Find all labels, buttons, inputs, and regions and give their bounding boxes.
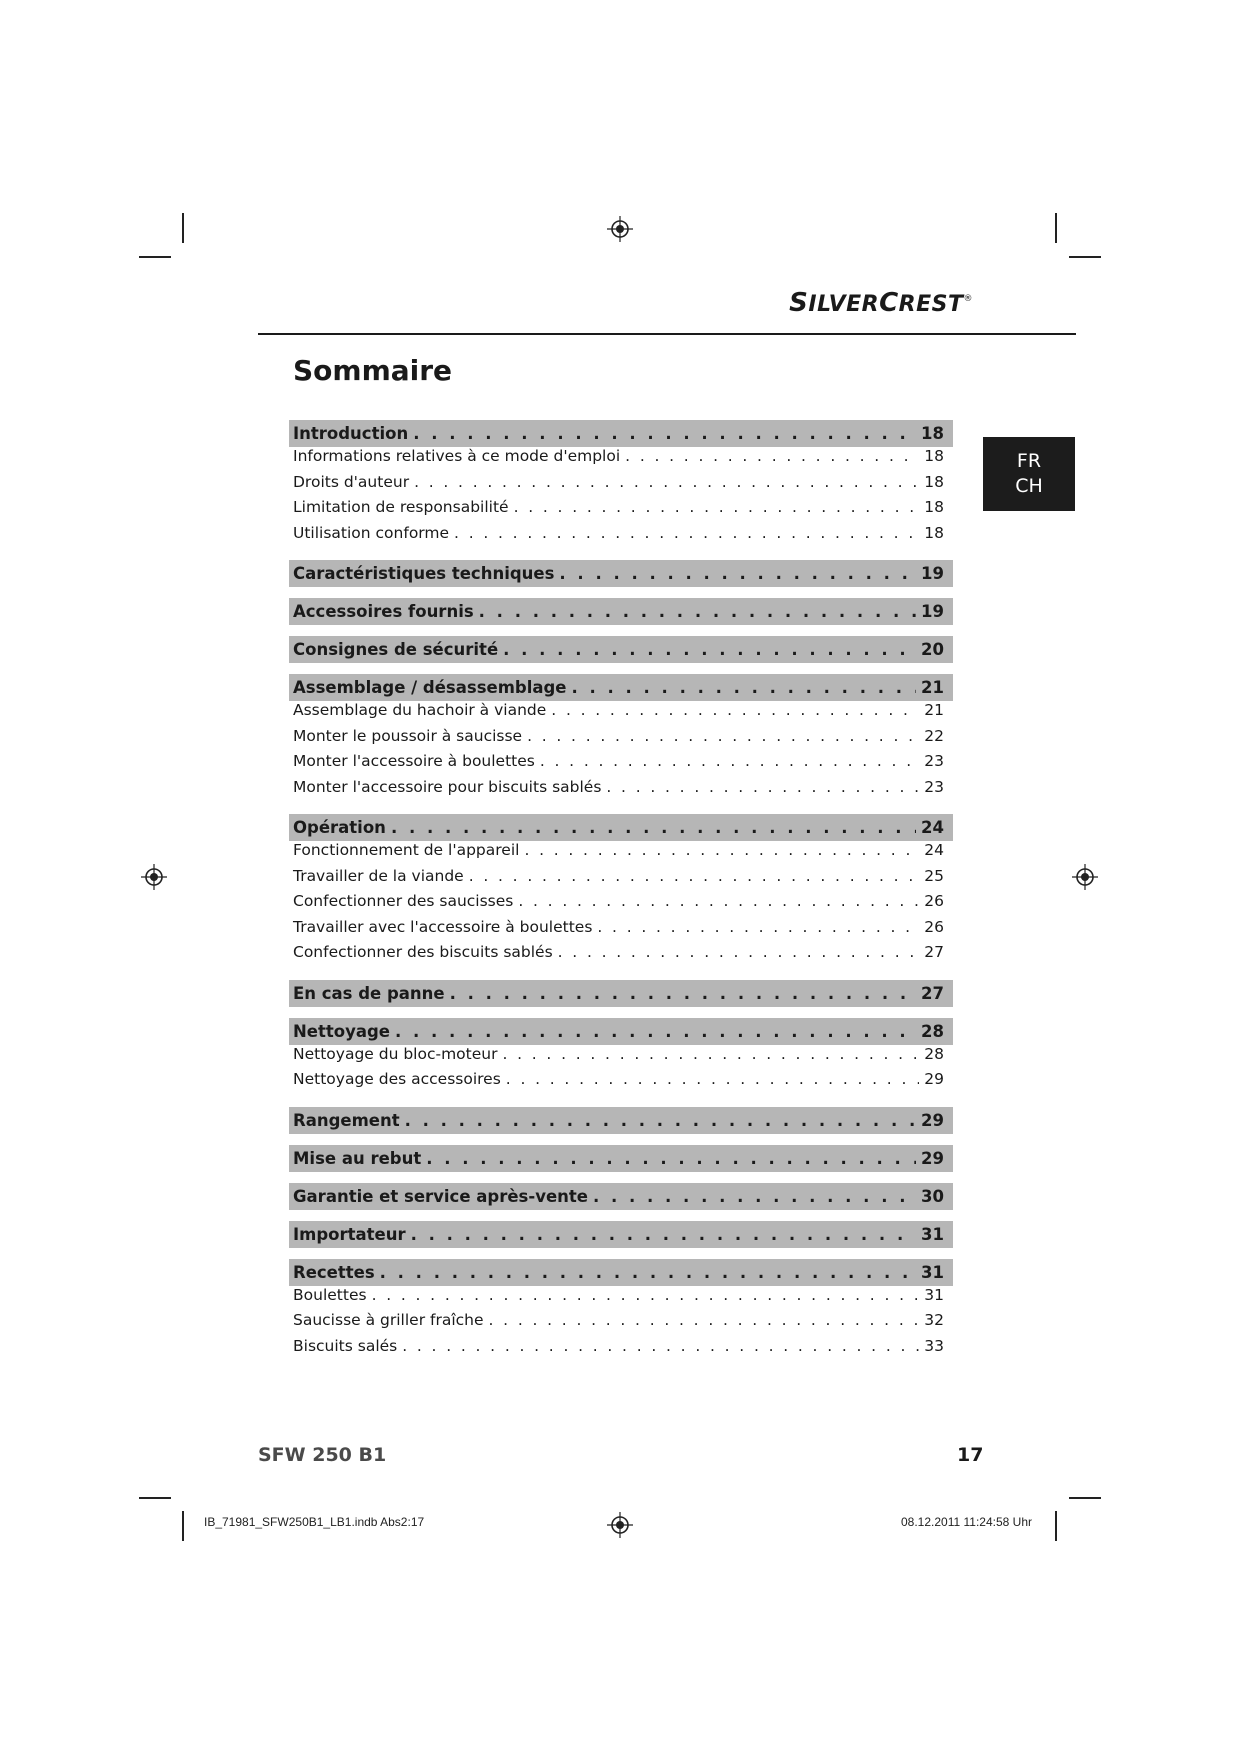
toc-section-heading[interactable]: [289, 1221, 953, 1248]
toc-entry[interactable]: [289, 1070, 953, 1096]
toc-entry-label: Confectionner des biscuits sablés: [293, 943, 553, 961]
leader-dots: [514, 498, 919, 516]
toc-heading-page: 19: [921, 564, 944, 583]
toc-entry[interactable]: [289, 1337, 953, 1363]
leader-dots: [506, 1070, 919, 1088]
toc-heading-page: 20: [921, 640, 944, 659]
leader-dots: [597, 918, 919, 936]
page-title: Sommaire: [293, 354, 453, 387]
toc-entry[interactable]: [289, 498, 953, 524]
toc-entry-label: Assemblage du hachoir à viande: [293, 701, 547, 719]
toc-heading-page: 19: [921, 602, 944, 621]
toc-entry-label: Limitation de responsabilité: [293, 498, 509, 516]
leader-dots: [372, 1286, 919, 1304]
toc-entry-page: 32: [924, 1311, 944, 1329]
toc-entry[interactable]: [289, 752, 953, 778]
toc-section: [289, 636, 953, 663]
toc-heading-label: Garantie et service après-vente: [293, 1186, 588, 1206]
leader-dots: [469, 867, 919, 885]
print-slug-file: IB_71981_SFW250B1_LB1.indb Abs2:17: [204, 1515, 425, 1529]
leader-dots: [395, 1022, 916, 1041]
toc-entry-page: 18: [924, 498, 944, 516]
toc-section-heading[interactable]: [289, 1107, 953, 1134]
toc-heading-label: Accessoires fournis: [293, 602, 474, 621]
toc-entry[interactable]: [289, 867, 953, 893]
toc-entry-page: 24: [924, 841, 944, 859]
toc-entry[interactable]: [289, 1311, 953, 1337]
toc-heading-page: 24: [921, 818, 944, 837]
toc-entry-page: 28: [924, 1044, 944, 1063]
crop-mark: [139, 1497, 171, 1499]
leader-dots: [402, 1337, 919, 1355]
toc-section-heading[interactable]: [289, 980, 953, 1007]
leader-dots: [524, 841, 919, 859]
toc-heading-label: Assemblage / désassemblage: [293, 678, 567, 697]
toc-section-heading[interactable]: [289, 1145, 953, 1172]
brand-logo: SILVERCREST®: [789, 288, 973, 318]
toc-entry-label: Monter le poussoir à saucisse: [293, 726, 523, 745]
toc-entry[interactable]: [289, 1286, 953, 1312]
toc-heading-page: 28: [921, 1021, 944, 1041]
toc-section: [289, 1018, 953, 1096]
toc-entry-label: Travailler de la viande: [293, 866, 464, 885]
leader-dots: [391, 818, 916, 837]
toc-entry-label: Confectionner des saucisses: [293, 892, 514, 910]
toc-section-heading[interactable]: [289, 1018, 953, 1045]
toc-entry-label: Biscuits salés: [293, 1336, 398, 1355]
crop-mark: [1069, 256, 1101, 258]
toc-entry[interactable]: [289, 841, 953, 867]
toc-section-heading[interactable]: [289, 814, 953, 841]
toc-entry[interactable]: [289, 524, 953, 550]
crop-mark: [1055, 1511, 1057, 1541]
toc-heading-page: 31: [921, 1224, 944, 1244]
leader-dots: [593, 1187, 916, 1206]
toc-heading-label: Mise au rebut: [293, 1148, 422, 1168]
toc-heading-page: 18: [921, 424, 944, 443]
toc-entry-label: Boulettes: [293, 1285, 367, 1304]
toc-heading-label: Nettoyage: [293, 1021, 391, 1041]
leader-dots: [503, 640, 916, 659]
crop-mark: [182, 1511, 184, 1541]
leader-dots: [454, 524, 919, 542]
crop-mark: [182, 213, 184, 243]
toc-heading-page: 29: [921, 1148, 944, 1168]
toc-section: [289, 1221, 953, 1248]
toc-entry-label: Nettoyage du bloc-moteur: [293, 1044, 498, 1063]
toc-entry-page: 29: [924, 1070, 944, 1088]
toc-entry[interactable]: [289, 943, 953, 969]
toc-entry[interactable]: [289, 701, 953, 727]
toc-entry-label: Monter l'accessoire pour biscuits sablés: [293, 777, 602, 796]
leader-dots: [625, 447, 919, 465]
registration-mark-icon: [607, 1512, 633, 1538]
crop-mark: [1055, 213, 1057, 243]
leader-dots: [413, 424, 916, 443]
toc-section: [289, 1107, 953, 1134]
toc-entry-page: 18: [924, 447, 944, 465]
leader-dots: [559, 564, 916, 583]
leader-dots: [489, 1311, 919, 1329]
leader-dots: [502, 1045, 919, 1063]
toc-heading-page: 30: [921, 1186, 944, 1206]
toc-section: [289, 1259, 953, 1363]
toc-entry-page: 26: [924, 892, 944, 910]
toc-entry-page: 23: [924, 777, 944, 796]
toc-section-heading[interactable]: [289, 560, 953, 587]
toc-section: [289, 980, 953, 1007]
toc-entry[interactable]: [289, 1045, 953, 1071]
toc-section-heading[interactable]: [289, 1183, 953, 1210]
model-number: SFW 250 B1: [258, 1444, 387, 1466]
leader-dots: [405, 1111, 916, 1130]
leader-dots: [380, 1263, 916, 1282]
registration-mark-icon: [607, 216, 633, 242]
leader-dots: [426, 1149, 916, 1168]
table-of-contents: [289, 420, 953, 1373]
toc-entry-label: Fonctionnement de l'appareil: [293, 841, 520, 859]
leader-dots: [414, 473, 919, 491]
leader-dots: [558, 943, 919, 961]
toc-heading-label: En cas de panne: [293, 983, 445, 1003]
leader-dots: [551, 701, 919, 719]
toc-entry-page: 33: [924, 1336, 944, 1355]
toc-entry-label: Monter l'accessoire à boulettes: [293, 752, 535, 770]
toc-heading-page: 31: [921, 1262, 944, 1282]
leader-dots: [450, 984, 916, 1003]
toc-heading-label: Caractéristiques techniques: [293, 564, 555, 583]
crop-mark: [139, 256, 171, 258]
toc-section-heading[interactable]: [289, 1259, 953, 1286]
header-rule: [258, 333, 1076, 335]
toc-entry-label: Travailler avec l'accessoire à boulettes: [293, 917, 593, 936]
leader-dots: [606, 778, 919, 796]
toc-heading-label: Introduction: [293, 424, 409, 443]
toc-section: [289, 814, 953, 969]
toc-heading-label: Opération: [293, 818, 386, 837]
registration-mark-icon: [1072, 864, 1098, 890]
leader-dots: [411, 1225, 916, 1244]
toc-entry-label: Nettoyage des accessoires: [293, 1070, 501, 1088]
leader-dots: [518, 892, 919, 910]
toc-entry[interactable]: [289, 447, 953, 473]
toc-section: [289, 1145, 953, 1172]
toc-heading-label: Rangement: [293, 1110, 400, 1130]
toc-entry-label: Saucisse à griller fraîche: [293, 1311, 484, 1329]
print-slug-timestamp: 08.12.2011 11:24:58 Uhr: [901, 1515, 1032, 1529]
language-tab: [983, 437, 1075, 511]
toc-entry[interactable]: [289, 778, 953, 804]
toc-entry-page: 23: [924, 752, 944, 770]
toc-entry-page: 31: [924, 1285, 944, 1304]
toc-entry[interactable]: [289, 892, 953, 918]
toc-entry-page: 25: [924, 866, 944, 885]
toc-entry-label: Utilisation conforme: [293, 523, 450, 542]
page-number: 17: [957, 1444, 984, 1466]
toc-entry[interactable]: [289, 918, 953, 944]
toc-entry-page: 18: [924, 472, 944, 491]
registration-mark-icon: [141, 864, 167, 890]
toc-entry-label: Droits d'auteur: [293, 472, 410, 491]
toc-heading-label: Recettes: [293, 1262, 375, 1282]
leader-dots: [572, 678, 917, 697]
toc-section-heading[interactable]: [289, 674, 953, 701]
toc-section: [289, 420, 953, 549]
language-code-ch: CH: [1015, 475, 1043, 497]
toc-section-heading[interactable]: [289, 598, 953, 625]
toc-heading-page: 27: [921, 983, 944, 1003]
toc-section-heading[interactable]: [289, 420, 953, 447]
leader-dots: [527, 727, 919, 745]
crop-mark: [1069, 1497, 1101, 1499]
toc-heading-page: 29: [921, 1110, 944, 1130]
leader-dots: [540, 752, 919, 770]
toc-section: [289, 560, 953, 587]
toc-entry[interactable]: [289, 473, 953, 499]
toc-entry-page: 26: [924, 917, 944, 936]
toc-entry-page: 27: [924, 943, 944, 961]
toc-heading-label: Consignes de sécurité: [293, 640, 499, 659]
toc-entry-label: Informations relatives à ce mode d'emploi: [293, 447, 621, 465]
toc-entry-page: 21: [924, 701, 944, 719]
language-code-fr: FR: [1016, 450, 1042, 472]
toc-heading-label: Importateur: [293, 1224, 406, 1244]
toc-section: [289, 598, 953, 625]
toc-section: [289, 1183, 953, 1210]
toc-section-heading[interactable]: [289, 636, 953, 663]
toc-entry[interactable]: [289, 727, 953, 753]
toc-heading-page: 21: [921, 678, 944, 697]
leader-dots: [479, 602, 916, 621]
toc-section: [289, 674, 953, 803]
toc-entry-page: 18: [924, 523, 944, 542]
toc-entry-page: 22: [924, 726, 944, 745]
